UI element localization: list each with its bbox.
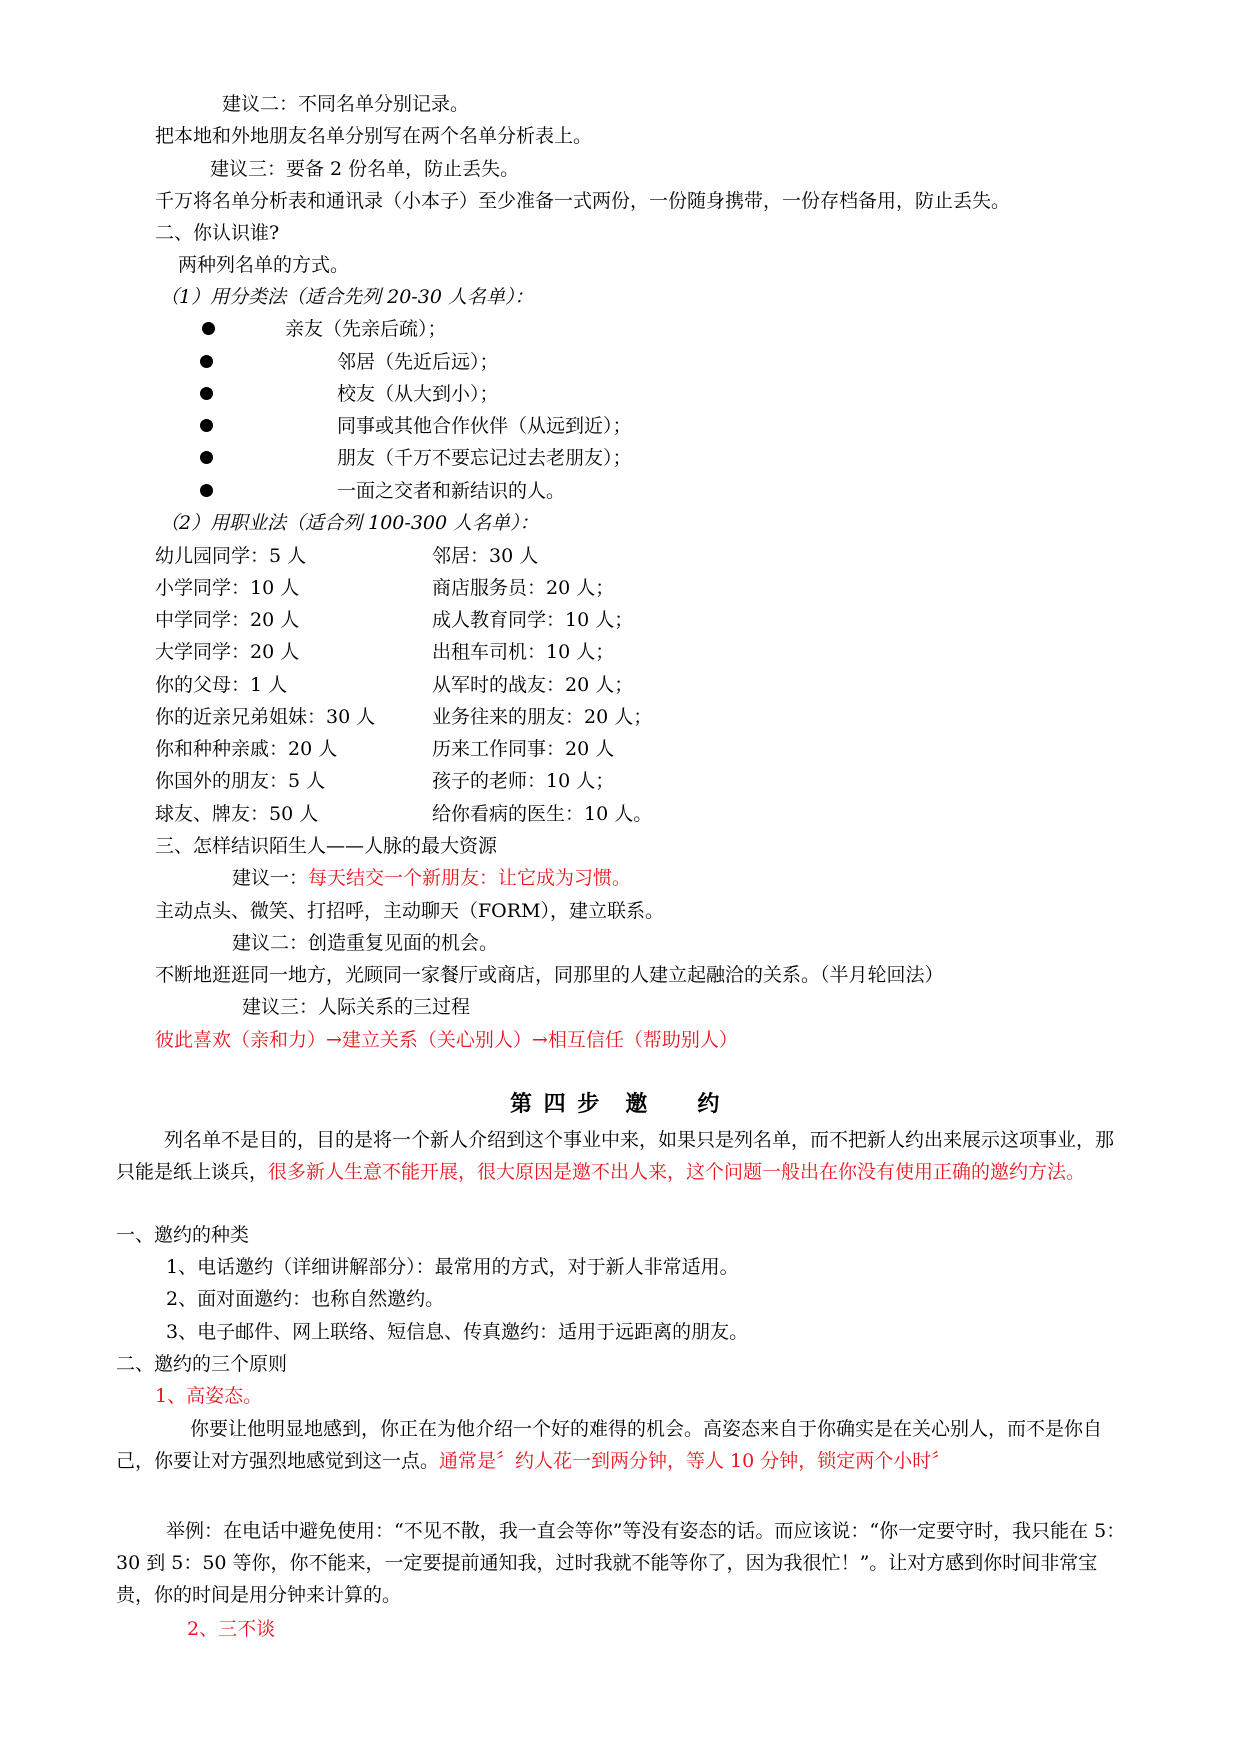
list-item: 同事或其他合作伙伴（从远到近）； <box>337 415 632 437</box>
stranger-suggestion-2: 建议二：创造重复见面的机会。 <box>232 932 499 954</box>
list-item: 亲友（先亲后疏）； <box>285 318 447 340</box>
list-item: 你国外的朋友：5 人 <box>155 770 326 792</box>
list-item: 小学同学：10 人 <box>155 577 300 599</box>
list-item: 出租车司机：10 人； <box>432 641 615 663</box>
relationship-process: 彼此喜欢（亲和力）→建立关系（关心别人）→相互信任（帮助别人） <box>155 1029 738 1051</box>
bullet-icon <box>200 419 213 432</box>
list-item: 给你看病的医生：10 人。 <box>432 803 653 825</box>
bullet-icon <box>200 355 213 368</box>
suggestion-highlight: 每天结交一个新朋友：让它成为习惯。 <box>308 867 632 889</box>
principle-1-body: 你要让他明显地感到，你正在为他介绍一个好的难得的机会。高姿态来自于你确实是在关心别人，而不是你自己，你要让对方强烈地感觉到这一点。 <box>116 1418 1103 1472</box>
invite-type-item: 1、电话邀约（详细讲解部分）：最常用的方式，对于新人非常适用。 <box>166 1256 739 1278</box>
suggestion-label: 建议一： <box>232 867 309 889</box>
bullet-icon <box>202 322 215 335</box>
principle-1-heading: 1、高姿态。 <box>155 1385 263 1407</box>
list-item: 邻居：30 人 <box>432 545 539 567</box>
list-item: 商店服务员：20 人； <box>432 577 615 599</box>
list-item: 成人教育同学：10 人； <box>432 609 634 631</box>
bullet-icon <box>200 484 213 497</box>
invite-type-item: 3、电子邮件、网上联络、短信息、传真邀约：适用于远距离的朋友。 <box>166 1321 749 1343</box>
principle-1-example: 举例：在电话中避免使用：“不见不散，我一直会等你”等没有姿态的话。而应该说：“你一定要守时，我只能在 5：30 到 5：50 等你，你不能来，一定要提前通知我，过时我就不能等你了，因为我很忙！”。让对方感到你时间非常宝贵，你的时间是用分钟来计算的。 <box>116 1520 1126 1606</box>
stranger-suggestion-2-text: 不断地逛逛同一地方，光顾同一家餐厅或商店，同那里的人建立起融洽的关系。（半月轮回法） <box>155 964 944 986</box>
principles-heading: 二、邀约的三个原则 <box>116 1353 288 1375</box>
list-item: 一面之交者和新结识的人。 <box>337 480 566 502</box>
suggestion-2-text: 把本地和外地朋友名单分别写在两个名单分析表上。 <box>155 125 593 147</box>
bullet-icon <box>200 387 213 400</box>
method-2-heading: （2）用职业法（适合列 100-300 人名单）： <box>160 512 539 534</box>
suggestion-2-heading: 建议二：不同名单分别记录。 <box>222 93 470 115</box>
list-item: 朋友（千万不要忘记过去老朋友）； <box>337 447 632 469</box>
list-item: 历来工作同事：20 人 <box>432 738 615 760</box>
principle-1-highlight: 通常是〞约人花一到两分钟，等人 10 分钟，锁定两个小时〞 <box>439 1450 951 1472</box>
suggestion-3-text: 千万将名单分析表和通讯录（小本子）至少准备一式两份，一份随身携带，一份存档备用，防止丢失。 <box>155 190 1011 212</box>
invite-types-heading: 一、邀约的种类 <box>116 1224 250 1246</box>
principle-1-text <box>116 1413 1126 1477</box>
list-item: 从军时的战友：20 人； <box>432 674 634 696</box>
list-item: 孩子的老师：10 人； <box>432 770 615 792</box>
list-item: 校友（从大到小）； <box>337 383 499 405</box>
suggestion-3-heading: 建议三：要备 2 份名单，防止丢失。 <box>210 158 520 180</box>
section-who-intro: 两种列名单的方式。 <box>178 254 350 276</box>
list-item: 幼儿园同学：5 人 <box>155 545 307 567</box>
list-item: 球友、牌友：50 人 <box>155 803 319 825</box>
bullet-icon <box>200 451 213 464</box>
section-stranger-heading: 三、怎样结识陌生人——人脉的最大资源 <box>155 835 498 857</box>
principle-2-heading: 2、三不谈 <box>187 1618 276 1640</box>
section-who-heading: 二、你认识谁? <box>155 222 280 244</box>
step-4-intro <box>116 1124 1121 1188</box>
stranger-suggestion-1-text: 主动点头、微笑、打招呼，主动聊天（FORM），建立联系。 <box>155 900 665 922</box>
method-1-heading: （1）用分类法（适合先列 20-30 人名单）： <box>160 286 534 308</box>
invite-type-item: 2、面对面邀约：也称自然邀约。 <box>166 1288 445 1310</box>
list-item: 你的近亲兄弟姐妹：30 人 <box>155 706 376 728</box>
intro-text: 列名单不是目的，目的是将一个新人介绍到这个事业中来，如果只是列名单，而不把新人约出来展示这项事业，那只能是纸上谈兵， <box>116 1129 1115 1183</box>
step-4-title: 第 四 步 邀 约 <box>510 1091 722 1117</box>
list-item: 你和种种亲戚：20 人 <box>155 738 338 760</box>
stranger-suggestion-1 <box>232 864 631 892</box>
list-item: 业务往来的朋友：20 人； <box>432 706 653 728</box>
list-item: 大学同学：20 人 <box>155 641 300 663</box>
list-item: 邻居（先近后远）； <box>337 351 499 373</box>
list-item: 你的父母：1 人 <box>155 674 288 696</box>
list-item: 中学同学：20 人 <box>155 609 300 631</box>
intro-highlight: 很多新人生意不能开展，很大原因是邀不出人来，这个问题一般出在你没有使用正确的邀约方法。 <box>268 1161 1086 1183</box>
stranger-suggestion-3: 建议三：人际关系的三过程 <box>242 996 471 1018</box>
